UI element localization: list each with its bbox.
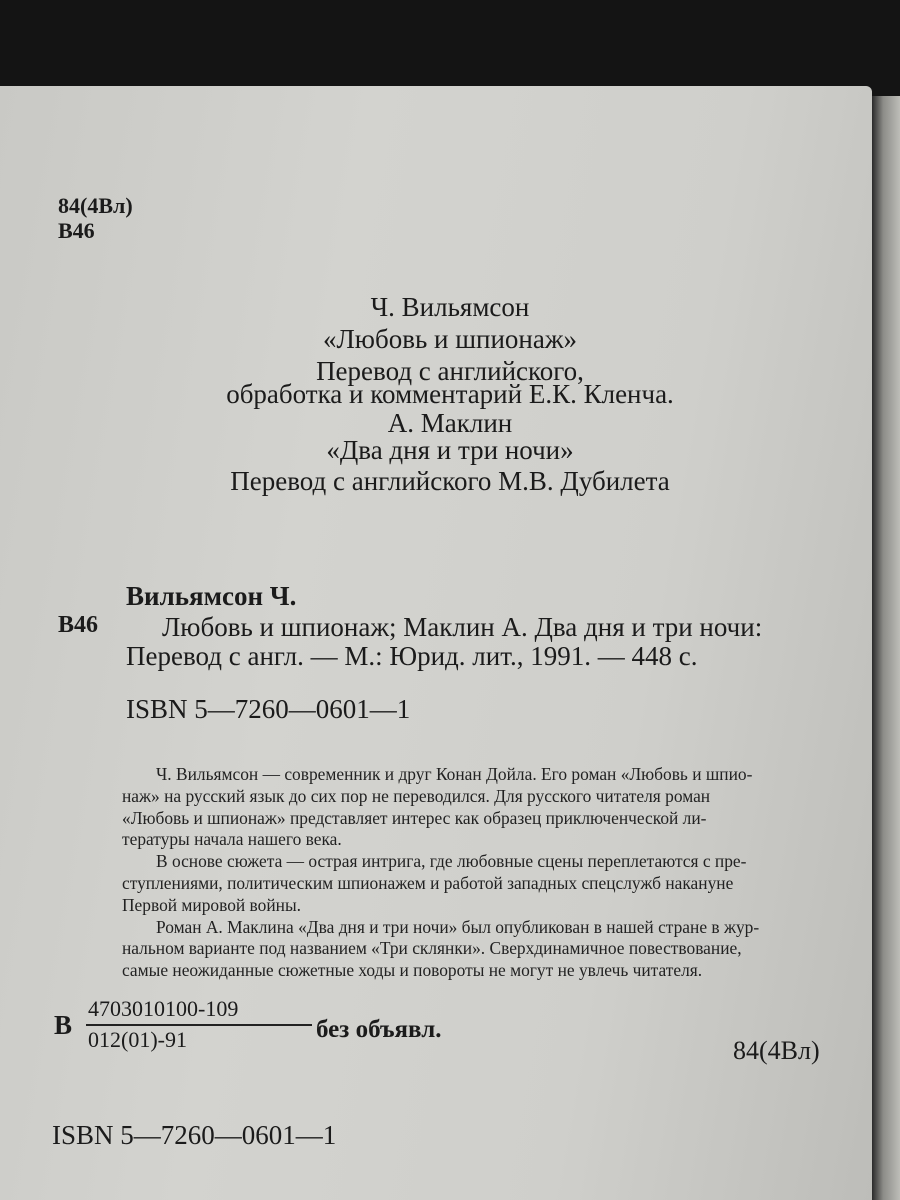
catalog-author-heading: Вильямсон Ч. (126, 581, 297, 611)
footer-b-letter: В (54, 1010, 73, 1040)
annotation-line: наж» на русский язык до сих пор не переводился. Для русского читателя роман (122, 785, 711, 806)
catalog-description-line1: Любовь и шпионаж; Маклин А. Два дня и три ночи: (162, 612, 763, 642)
header-line-translation1: Перевод с английского, (316, 356, 584, 386)
classification-code: 84(4Вл) (58, 193, 133, 218)
footer-numerator: 4703010100-109 (88, 996, 239, 1021)
footer-no-ads: без объявл. (316, 1016, 442, 1043)
fraction-line (86, 1024, 312, 1026)
annotation-line: нальном варианте под названием «Три склянки». Сверхдинамичное повествование, (122, 938, 742, 959)
annotation-line: «Любовь и шпионаж» представляет интерес как образец приключенческой ли- (122, 807, 707, 828)
author-mark: В46 (58, 218, 95, 243)
footer-code: 84(4Вл) (733, 1036, 820, 1065)
annotation-line: Роман А. Маклина «Два дня и три ночи» был опубликован в нашей стране в жур- (156, 916, 760, 937)
show-through-print (247, 173, 348, 283)
annotation-line: самые неожиданные сюжетные ходы и повороты не могут не увлечь читателя. (122, 960, 703, 981)
header-line-translation2: Перевод с английского М.В. Дубилета (230, 466, 670, 496)
annotation-line: ступлениями, политическим шпионажем и работой западных спецслужб накануне (122, 872, 734, 893)
annotation-line: В основе сюжета — острая интрига, где любовные сцены переплетаются с пре- (156, 851, 747, 872)
header-line-title1: «Любовь и шпионаж» (322, 324, 577, 354)
catalog-description-line2: Перевод с англ. — М.: Юрид. лит., 1991. — 448 с. (126, 641, 698, 671)
footer-isbn: ISBN 5—7260—0601—1 (52, 1120, 337, 1150)
footer-denominator: 012(01)-91 (88, 1027, 187, 1052)
catalog-mark: В46 (58, 612, 99, 638)
annotation-line: Ч. Вильямсон — современник и друг Конан Дойла. Его роман «Любовь и шпио- (156, 764, 753, 784)
annotation-line: тературы начала нашего века. (122, 829, 342, 850)
header-line-editor: обработка и комментарий Е.К. Кленча. (226, 379, 674, 409)
annotation (122, 764, 847, 982)
page-edge (872, 96, 900, 1200)
header-line-author2: А. Маклин (387, 408, 513, 438)
header-line-author1: Ч. Вильямсон (370, 292, 530, 322)
annotation-line: Первой мировой войны. (122, 894, 301, 915)
catalog-isbn: ISBN 5—7260—0601—1 (126, 694, 411, 724)
header-line-title2: «Два дня и три ночи» (326, 435, 574, 465)
